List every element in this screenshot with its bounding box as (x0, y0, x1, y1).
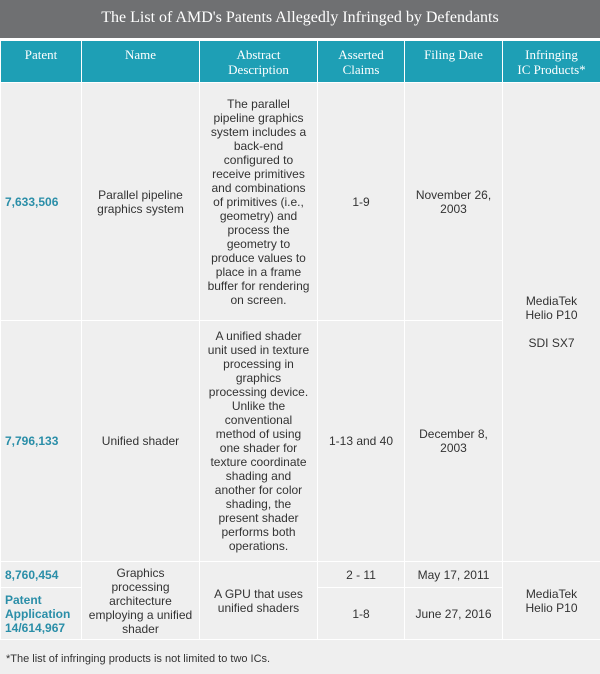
header-patent: Patent (1, 41, 82, 83)
header-name: Name (82, 41, 200, 83)
product-line: MediaTek (525, 586, 578, 601)
header-products-line2: IC Products* (517, 62, 586, 77)
patent-name: Parallel pipeline graphics system (82, 83, 200, 321)
asserted-claims: 1-9 (318, 83, 405, 321)
header-abstract-line2: Description (228, 62, 289, 77)
header-claims-line1: Asserted (338, 47, 384, 62)
patent-name: Unified shader (82, 321, 200, 562)
filing-date: June 27, 2016 (405, 588, 503, 640)
asserted-claims: 1-8 (318, 588, 405, 640)
filing-date: December 8, 2003 (405, 321, 503, 562)
abstract-description: A GPU that uses unified shaders (200, 562, 318, 640)
product-line: SDI SX7 (528, 336, 575, 350)
patent-number: 7,633,506 (1, 83, 82, 321)
footnote: *The list of infringing products is not limited to two ICs. (6, 653, 271, 665)
asserted-claims: 2 - 11 (318, 562, 405, 588)
patent-table (0, 40, 600, 640)
header-filing-date: Filing Date (405, 41, 503, 83)
abstract-description: A unified shader unit used in texture processing in graphics processing device. Unlike the conventional method of using one shader for texture coordinate shading and another for color shading, the present shader performs both operations. (200, 321, 318, 562)
header-products (503, 41, 600, 83)
patent-number: 8,760,454 (1, 562, 82, 588)
header-products-line1: Infringing (525, 47, 578, 62)
infringing-products (503, 83, 600, 562)
product-line: Helio P10 (525, 600, 578, 615)
patent-number: 7,796,133 (1, 321, 82, 562)
table-title: The List of AMD's Patents Allegedly Infringed by Defendants (0, 0, 600, 40)
header-row (1, 41, 600, 83)
infringing-products (503, 562, 600, 640)
table-row (1, 83, 600, 321)
header-abstract (200, 41, 318, 83)
product-line: Helio P10 (525, 308, 578, 322)
header-abstract-line1: Abstract (236, 47, 281, 62)
product-line: MediaTek (525, 294, 578, 308)
abstract-description: The parallel pipeline graphics system includes a back-end configured to receive primitives and combinations of primitives (i.e., geometry) and process the geometry to produce values to place in a frame buffer for rendering on screen. (200, 83, 318, 321)
patent-name: Graphics processing architecture employing a unified shader (82, 562, 200, 640)
asserted-claims: 1-13 and 40 (318, 321, 405, 562)
filing-date: May 17, 2011 (405, 562, 503, 588)
header-claims-line2: Claims (342, 62, 380, 77)
header-claims (318, 41, 405, 83)
filing-date: November 26, 2003 (405, 83, 503, 321)
table-row (1, 562, 600, 588)
patent-number: Patent Application 14/614,967 (1, 588, 82, 640)
